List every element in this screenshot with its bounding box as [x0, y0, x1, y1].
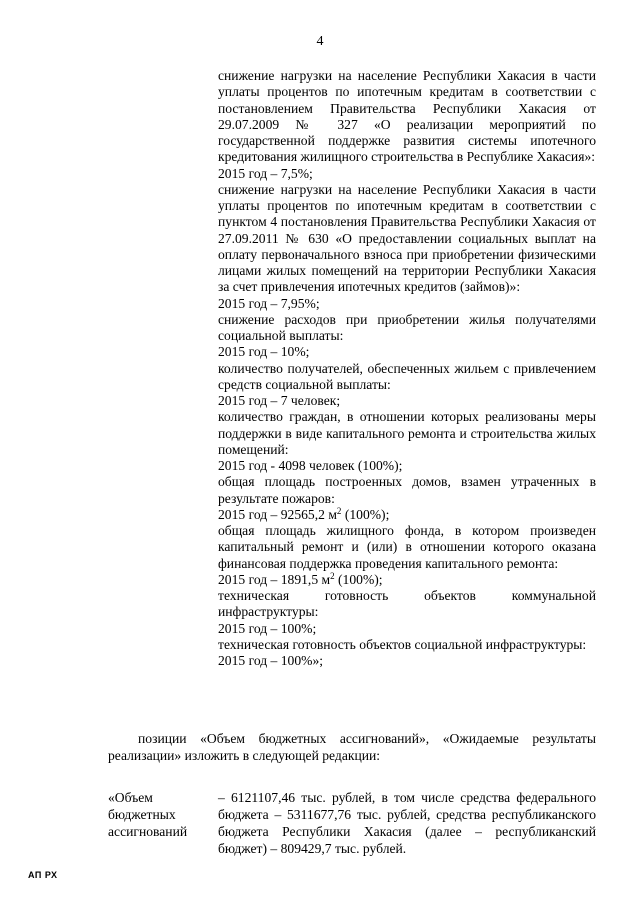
label-line: бюджетных: [108, 807, 176, 822]
indicator-value: 2015 год – 7 человек;: [218, 393, 341, 408]
indicator-value: [218, 572, 596, 588]
label-line: ассигнований: [108, 824, 188, 839]
indicator-communal-readiness: техническая готовность объектов коммунальной инфраструктуры:: [218, 588, 596, 620]
indicator-list: [218, 68, 596, 669]
indicator-value: 2015 год - 4098 человек (100%);: [218, 458, 403, 473]
footer-code: АП РХ: [28, 870, 58, 880]
indicator-cost-reduction: снижение расходов при приобретении жилья получателями социальной выплаты:: [218, 311, 596, 343]
page-number: 4: [316, 34, 324, 49]
indicator-recipients: количество получателей, обеспеченных жильем с привлечением средств социальной выплаты:: [218, 360, 596, 392]
indicator-value: 2015 год – 7,5%;: [218, 165, 313, 181]
indicator-built-area: общая площадь построенных домов, взамен утраченных в результате пожаров:: [218, 474, 596, 506]
label-line: «Объем: [108, 790, 153, 805]
indicator-value: [218, 507, 596, 523]
indicator-mortgage-327: снижение нагрузки на население Республики Хакасия в части уплаты процентов по ипотечным кредитам в соответствии с постановлением Правительства Республики Хакасия от 29.07.2009 № 327 «О реализации мероприятий по государственной поддержке развития системы ипотечного кредитования жилищного строительства в Республике Хакасия»:: [218, 68, 596, 165]
budget-row-value: – 6121107,46 тыс. рублей, в том числе средства федерального бюджета – 5311677,76 тыс. рублей, средства республиканского бюджета Республики Хакасия (далее – республиканский бюджет) – 809429,7 тыс. рублей.: [218, 790, 596, 856]
indicator-value: 2015 год – 100%»;: [218, 653, 324, 668]
indicator-mortgage-630: снижение нагрузки на население Республики Хакасия в части уплаты процентов по ипотечным кредитам в соответствии с пунктом 4 постановления Правительства Республики Хакасия от 27.09.2011 № 630 «О предоставлении социальных выплат на оплату первоначального взноса при приобретении физическими лицами жилых помещений на территории Республики Хакасия за счет привлечения ипотечных кредитов (займов)»:: [218, 181, 596, 295]
indicator-value: 2015 год – 7,95%;: [218, 295, 320, 311]
indicator-value: 2015 год – 100%;: [218, 620, 317, 636]
indicator-value: 2015 год – 10%;: [218, 344, 310, 360]
indicator-social-readiness: техническая готовность объектов социальной инфраструктуры:: [218, 636, 587, 652]
edit-instruction: позиции «Объем бюджетных ассигнований», «Ожидаемые результаты реализации» изложить в следующей редакции:: [108, 731, 596, 763]
superscript: 2: [336, 505, 342, 516]
value-text: 2015 год – 92565,2 м: [218, 506, 337, 522]
value-text: (100%);: [341, 506, 390, 522]
superscript: 2: [330, 570, 335, 581]
indicator-repair-area: общая площадь жилищного фонда, в котором произведен капитальный ремонт и (или) в отношении которого оказана финансовая поддержка проведения капитального ремонта:: [218, 523, 596, 571]
value-text: (100%);: [334, 571, 383, 587]
indicator-citizens-supported: количество граждан, в отношении которых реализованы меры поддержки в виде капитального ремонта и строительства жилых помещений:: [218, 409, 596, 457]
budget-row-label: [108, 789, 208, 840]
value-text: 2015 год – 1891,5 м: [218, 571, 331, 587]
